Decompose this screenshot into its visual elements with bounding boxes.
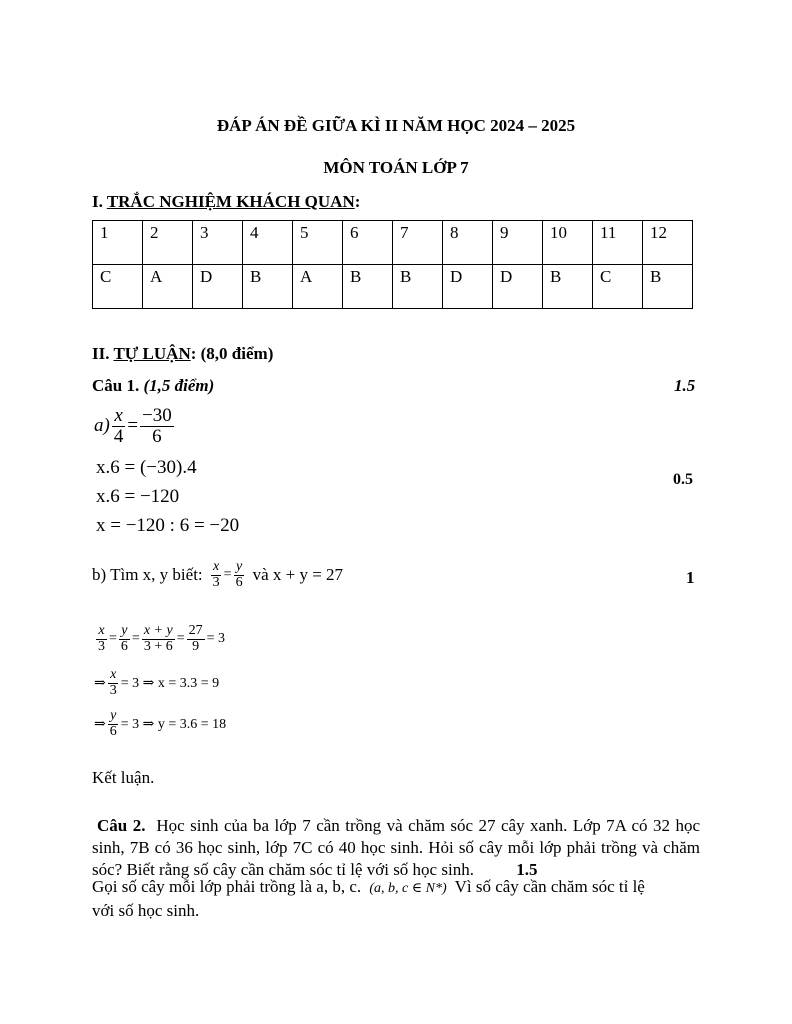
answer-row (93, 265, 693, 309)
answer-cell: B (393, 265, 443, 309)
cau1-score: 1.5 (674, 376, 696, 395)
cau2-label: Câu 2. (97, 816, 146, 835)
fraction (234, 560, 245, 590)
fraction (119, 624, 130, 654)
step-result: = 3 (206, 631, 226, 647)
answer-cell: B (243, 265, 293, 309)
cau2-problem (92, 815, 700, 881)
fraction-numerator: 27 (188, 623, 203, 638)
answer-cell: B (543, 265, 593, 309)
answer-cell: D (193, 265, 243, 309)
question-cell: 2 (143, 221, 193, 265)
section2-suffix: : (8,0 điểm) (190, 344, 274, 363)
cau2-solution-line1 (92, 877, 645, 897)
fraction (108, 668, 119, 698)
fraction-denominator: 4 (113, 425, 124, 447)
cau1a-equation (94, 406, 176, 447)
cau1b-prompt-line (92, 560, 343, 590)
cau2-solution-line2: với số học sinh. (92, 901, 200, 920)
question-cell: 8 (443, 221, 493, 265)
fraction (108, 709, 119, 739)
cau1-heading (92, 376, 214, 396)
answer-cell: D (443, 265, 493, 309)
cau1b-condition: và x + y = 27 (252, 565, 344, 585)
question-cell: 6 (343, 221, 393, 265)
implies-arrow: ⇒ (94, 716, 106, 732)
answer-cell: A (293, 265, 343, 309)
cau1a-score: 0.5 (673, 471, 693, 488)
section1-suffix: : (354, 192, 361, 211)
cau1a-line2: x.6 = (−30).4 (96, 457, 197, 478)
question-cell: 5 (293, 221, 343, 265)
fraction (142, 624, 175, 654)
fraction (140, 406, 174, 447)
fraction-denominator: 3 (98, 638, 105, 654)
fraction-denominator: 9 (192, 638, 200, 654)
answer-cell: B (643, 265, 693, 309)
question-number-row (93, 221, 693, 265)
answer-table (92, 220, 693, 309)
document-subtitle: MÔN TOÁN LỚP 7 (323, 158, 469, 177)
cau1a-label: a) (94, 414, 110, 436)
fraction-denominator: 3 (109, 682, 117, 698)
fraction-numerator: x (114, 405, 123, 426)
answer-cell: D (493, 265, 543, 309)
question-cell: 7 (393, 221, 443, 265)
cau1b-prompt: b) Tìm x, y biết: (92, 565, 203, 585)
question-cell: 9 (493, 221, 543, 265)
fraction-denominator: 3 + 6 (143, 638, 173, 654)
equals-sign: = (127, 414, 139, 436)
cau1a-line3: x.6 = −120 (96, 486, 180, 507)
fraction-numerator: −30 (142, 405, 172, 426)
section2-prefix: II. (92, 344, 114, 363)
cau1b-step1: $\frac{x}{3}$ = $\frac{y}{6}$ = $\frac{x + y}{3 + 6}$ = $\frac{27}{9}$ = 3 (98, 623, 226, 654)
cau1a-line4: x = −120 : 6 = −20 (96, 515, 240, 536)
cau1b-ratio: $\frac{x}{3}$ = $\frac{y}{6}$ (212, 559, 243, 590)
cau2-solution-start: Gọi số cây mỗi lớp phải trồng là a, b, c. (92, 877, 362, 896)
section1-heading (92, 192, 360, 212)
question-cell: 3 (193, 221, 243, 265)
cau1b-score: 1 (686, 568, 695, 587)
question-cell: 11 (593, 221, 643, 265)
step-result: = 3 ⇒ x = 3.3 = 9 (120, 675, 220, 691)
answer-cell: C (593, 265, 643, 309)
question-cell: 4 (243, 221, 293, 265)
fraction-numerator: y (235, 559, 243, 574)
section1-title: TRẮC NGHIỆM KHÁCH QUAN (106, 192, 355, 211)
section1-prefix: I. (92, 192, 107, 211)
fraction-denominator: 3 (212, 574, 220, 590)
fraction-denominator: 6 (109, 723, 117, 739)
fraction-denominator: 6 (120, 638, 128, 654)
cau2-score: 1.5 (516, 860, 538, 879)
fraction-denominator: 6 (152, 425, 162, 447)
cau1b-conclusion: Kết luận. (92, 768, 155, 787)
step-result: = 3 ⇒ y = 3.6 = 18 (120, 716, 227, 732)
fraction-numerator: x (213, 559, 220, 574)
fraction-numerator: y (121, 623, 128, 638)
fraction-numerator: x (110, 667, 117, 682)
fraction (187, 624, 205, 654)
cau1b-step2 (94, 668, 219, 698)
cau2-text: Học sinh của ba lớp 7 cần trồng và chăm sóc 27 cây xanh. Lớp 7A có 32 học sinh, 7B có 36 học sinh, lớp 7C có 40 học sinh. Hỏi số cây mỗi lớp phải trồng và chăm sóc? Biết rằng số cây cần chăm sóc tỉ lệ với số học sinh. (92, 816, 700, 879)
answer-cell: A (143, 265, 193, 309)
fraction (112, 406, 126, 447)
question-cell: 10 (543, 221, 593, 265)
section2-title: TỰ LUẬN (113, 344, 191, 363)
question-cell: 12 (643, 221, 693, 265)
fraction-numerator: y (110, 708, 117, 723)
cau2-solution-cond: (a, b, c ∈ N*) (369, 881, 447, 896)
fraction-numerator: x (98, 623, 105, 638)
cau1-label: Câu 1. (92, 376, 140, 395)
answer-cell: B (343, 265, 393, 309)
fraction (96, 624, 107, 654)
fraction-numerator: x + y (143, 623, 173, 638)
cau1b-step3 (94, 709, 226, 739)
answer-cell: C (93, 265, 143, 309)
fraction (211, 560, 222, 590)
cau2-solution-rest: Vì số cây cần chăm sóc tỉ lệ (454, 877, 645, 896)
implies-arrow: ⇒ (94, 675, 106, 691)
question-cell: 1 (93, 221, 143, 265)
document-title: ĐÁP ÁN ĐỀ GIỮA KÌ II NĂM HỌC 2024 – 2025 (216, 116, 576, 135)
section2-heading (92, 344, 273, 364)
cau1-points-note: (1,5 điểm) (143, 376, 215, 395)
fraction-denominator: 6 (235, 574, 243, 590)
